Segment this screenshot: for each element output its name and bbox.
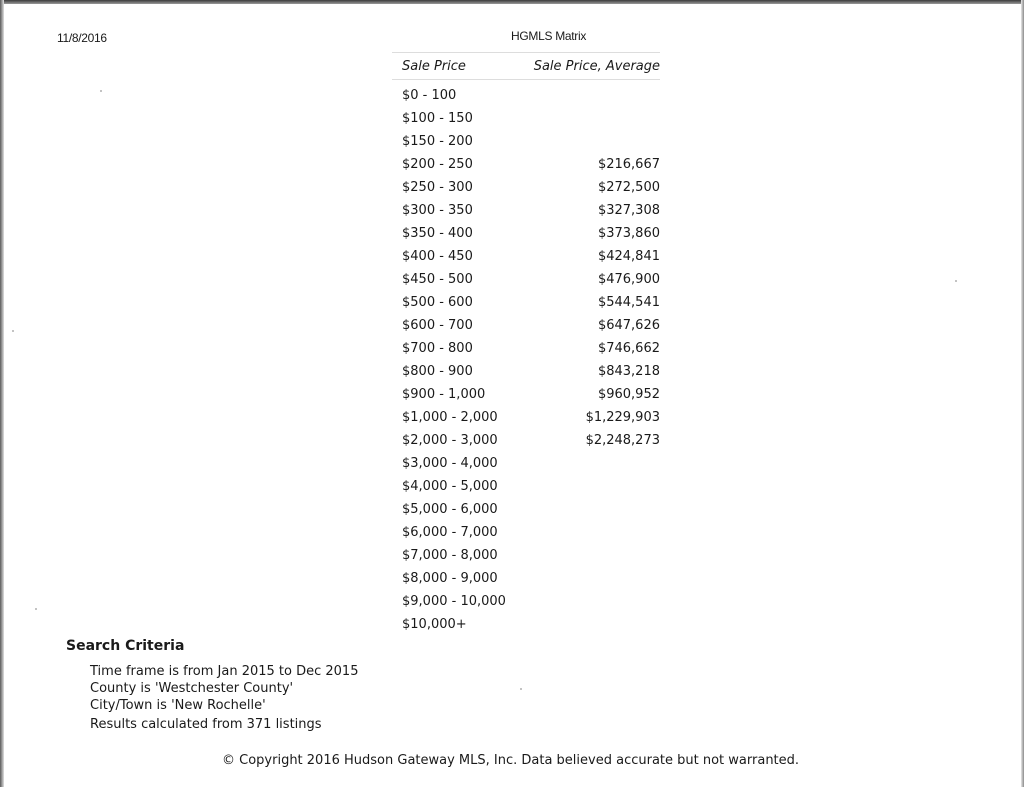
table-row [392,360,660,383]
average-price-cell: $272,500 [597,180,660,195]
table-row [392,291,660,314]
average-price-cell: $544,541 [597,295,660,310]
document-title: HGMLS Matrix [511,29,587,43]
average-price-cell [514,521,660,544]
price-range-cell: $9,000 - 10,000 [402,594,506,609]
print-date: 11/8/2016 [57,31,107,45]
average-price-cell [514,475,660,498]
average-price-cell [514,567,660,590]
criteria-results: Results calculated from 371 listings [90,717,322,732]
price-range-cell: $600 - 700 [402,318,473,333]
average-price-cell: $843,218 [597,364,660,379]
table-row [392,567,660,590]
average-price-cell [514,130,660,153]
price-range-cell: $300 - 350 [402,203,473,218]
table-row [392,406,660,429]
price-range-cell: $10,000+ [402,617,467,632]
price-range-cell: $700 - 800 [402,341,473,356]
scan-speck [520,688,522,690]
criteria-city: City/Town is 'New Rochelle' [90,698,266,713]
table-row [392,199,660,222]
price-range-cell: $1,000 - 2,000 [402,410,498,425]
table-row [392,590,660,613]
price-range-cell: $150 - 200 [402,134,473,149]
table-row [392,268,660,291]
price-range-cell: $100 - 150 [402,111,473,126]
price-range-cell: $8,000 - 9,000 [402,571,498,586]
average-price-cell: $424,841 [597,249,660,264]
price-range-cell: $0 - 100 [402,88,457,103]
table-row [392,521,660,544]
average-price-cell: $746,662 [597,341,660,356]
average-price-cell: $1,229,903 [585,410,660,425]
table-row [392,475,660,498]
average-price-cell: $373,860 [597,226,660,241]
price-range-cell: $4,000 - 5,000 [402,479,498,494]
average-price-cell [514,544,660,567]
table-row [392,383,660,406]
average-price-cell [514,84,660,107]
price-range-cell: $500 - 600 [402,295,473,310]
scan-speck [100,90,102,92]
table-header-row [392,53,660,80]
average-price-cell [514,452,660,475]
table-row [392,84,660,107]
table-body [392,80,660,637]
scan-edge-left [0,0,4,787]
price-range-cell: $400 - 450 [402,249,473,264]
price-range-cell: $3,000 - 4,000 [402,456,498,471]
average-price-cell: $960,952 [597,387,660,402]
table-row [392,498,660,521]
scan-speck [35,608,37,610]
search-criteria-heading: Search Criteria [66,638,185,654]
scan-speck [12,330,14,332]
search-criteria-list [90,663,358,733]
table-row [392,130,660,153]
table-row [392,613,660,636]
criteria-county: County is 'Westchester County' [90,681,294,696]
price-range-cell: $350 - 400 [402,226,473,241]
table-row [392,176,660,199]
table-row [392,337,660,360]
price-range-cell: $900 - 1,000 [402,387,486,402]
average-price-cell: $2,248,273 [585,433,660,448]
price-range-cell: $800 - 900 [402,364,473,379]
price-range-cell: $250 - 300 [402,180,473,195]
table-row [392,245,660,268]
table-row [392,544,660,567]
table-row [392,107,660,130]
scan-edge-top [0,0,1024,4]
copyright-footer: © Copyright 2016 Hudson Gateway MLS, Inc. Data believed accurate but not warranted. [222,753,800,768]
price-range-cell: $2,000 - 3,000 [402,433,498,448]
sale-price-table [392,52,660,636]
average-price-cell [514,107,660,130]
average-price-cell [514,590,660,613]
average-price-cell [514,498,660,521]
price-range-cell: $200 - 250 [402,157,473,172]
table-row [392,314,660,337]
column-header-sale-price: Sale Price [392,53,514,80]
table-row [392,222,660,245]
table-row [392,429,660,452]
price-range-cell: $5,000 - 6,000 [402,502,498,517]
average-price-cell [514,613,660,636]
average-price-cell: $216,667 [597,157,660,172]
average-price-cell: $327,308 [597,203,660,218]
table-row [392,452,660,475]
table-row [392,153,660,176]
average-price-cell: $647,626 [597,318,660,333]
scan-speck [955,280,957,282]
price-range-cell: $7,000 - 8,000 [402,548,498,563]
price-range-cell: $450 - 500 [402,272,473,287]
column-header-sale-price-average: Sale Price, Average [514,53,660,80]
price-range-cell: $6,000 - 7,000 [402,525,498,540]
criteria-time-frame: Time frame is from Jan 2015 to Dec 2015 [90,664,359,679]
average-price-cell: $476,900 [597,272,660,287]
